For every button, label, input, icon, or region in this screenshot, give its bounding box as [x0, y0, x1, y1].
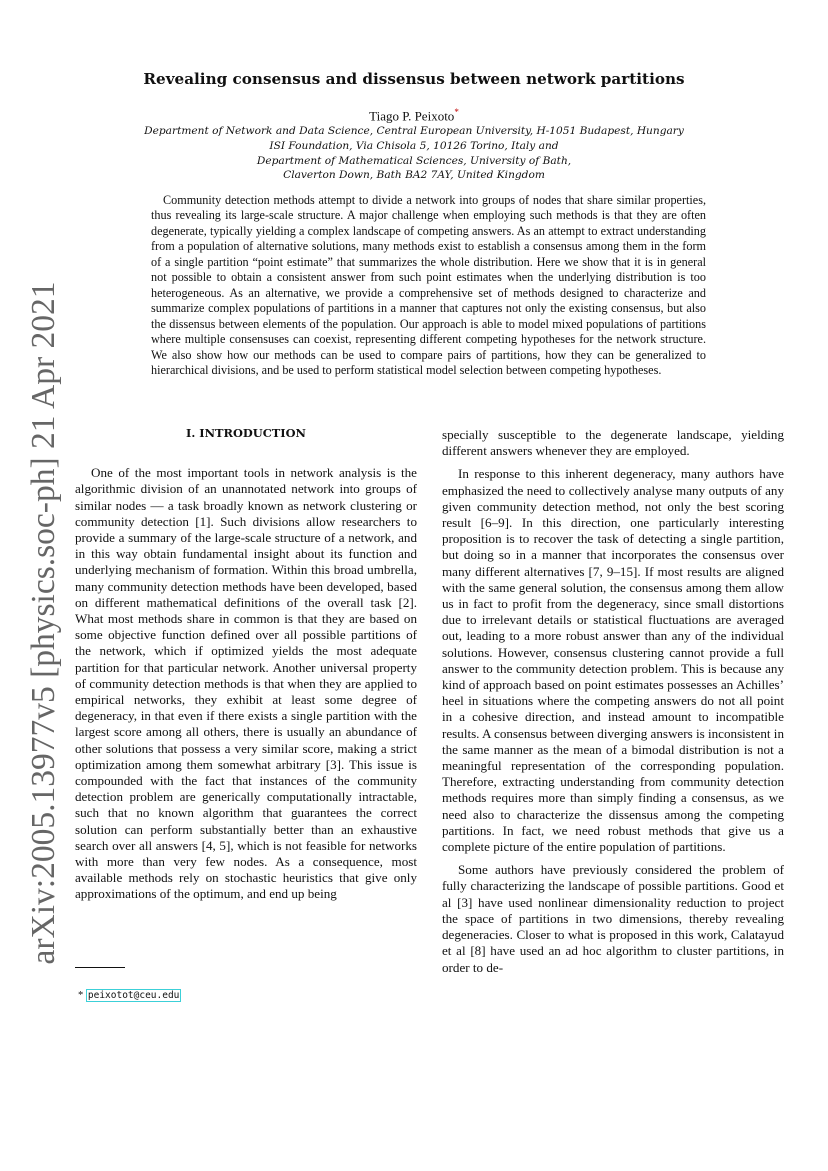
arxiv-identifier-sidebar [25, 281, 62, 964]
footnote-mark: * [78, 990, 84, 1001]
paragraph: Some authors have previously considered the problem of fully characterizing the landscape of possible partitions. Good et al [3] have used nonlinear dimensionality reduction to project the space of partitions in two dimensions, thereby revealing degeneracies. Closer to what is proposed in this work, Calatayud et al [8] have used an ad hoc algorithm to cluster partitions, in order to de- [442, 862, 784, 975]
paragraph: One of the most important tools in network analysis is the algorithmic division of an unannotated network into groups of similar nodes — a task broadly known as network clustering or community detection [1]. Such divisions allow researchers to provide a summary of the large-scale structure of a network, and in this way obtain fundamental insight about its function and underlying mechanism of formation. Within this broad umbrella, many community detection methods have been developed, based on different mathematical definitions of the overall task [2]. What most methods share in common is that they are based on some objective function defined over all possible partitions of the network, which if optimized yields the most adequate partition for that particular network. Another universal property of community detection methods is that when they are applied to empirical networks, they exhibit at least some degree of degeneracy, in that even if there exists a single partition with the largest score among all others, there is usually an abundance of other solutions that possess a very similar score, making a strict optimization among them somewhat arbitrary [3]. This issue is compounded with the fact that instances of the community detection problem are generically computationally intractable, such that no known algorithm that guarantees the correct solution can perform substantially better than an exhaustive search over all answers [4, 5], which is not feasible for networks with more than very few nodes. As a consequence, most available methods rely on stochastic heuristics that give only approximations of the optimum, and end up being [75, 465, 417, 902]
affiliations [0, 124, 828, 183]
left-column [75, 425, 417, 910]
email-link[interactable]: peixotot@ceu.edu [87, 990, 180, 1001]
abstract: Community detection methods attempt to divide a network into groups of nodes that share similar properties, thus revealing its large-scale structure. A major challenge when employing such methods is that they are often degenerate, typically yielding a complex landscape of competing answers. As an attempt to extract understanding from a population of alternative solutions, many methods exist to establish a consensus among them in the form of a single partition “point estimate” that summarizes the whole distribution. Here we show that it is in general not possible to obtain a consistent answer from such point estimates when the underlying distribution is too heterogeneous. As an alternative, we provide a comprehensive set of methods designed to characterize and summarize complex populations of partitions in a manner that captures not only the existing consensus, but also the dissensus between elements of the population. Our approach is able to model mixed populations of partitions where multiple consensuses can coexist, representing different competing hypotheses for the network structure. We also show how our methods can be used to compare pairs of partitions, how they can be generalized to hierarchical divisions, and be used to perform statistical model selection between competing hypotheses. [151, 193, 706, 377]
affiliation-line: Department of Network and Data Science, Central European University, H-1051 Budapest, Hungary [144, 125, 684, 137]
affiliation-line: ISI Foundation, Via Chisola 5, 10126 Torino, Italy and [269, 139, 559, 152]
paper-title: Revealing consensus and dissensus between network partitions [143, 70, 685, 88]
footnote [78, 990, 181, 1001]
author-footnote-mark[interactable]: * [454, 107, 459, 117]
section-heading: I. INTRODUCTION [186, 426, 306, 440]
right-column [442, 427, 784, 983]
paragraph: In response to this inherent degeneracy, many authors have emphasized the need to collectively analyse many outputs of any given community detection method, not only the best scoring result [6–9]. In this direction, one particularly interesting proposition is to recover the task of detecting a single partition, but doing so in a manner that incorporates the consensus over many different alternatives [7, 9–15]. If most results are aligned with the same general solution, the consensus among them allow us in fact to profit from the degeneracy, since small distortions due to irrelevant details or statistical fluctuations are averaged out, leading to a more robust answer than any of the individual solutions. However, consensus clustering cannot provide a full answer to the community detection problem. This is because any kind of approach based on point estimates possesses an Achilles’ heel in situations where the competing answers do not all point in a cohesive direction, and instead amount to incompatible results. A consensus between diverging answers is inconsistent in the same manner as the mean of a bimodal distribution is not a meaningful representation of the corresponding population. Therefore, extracting understanding from community detection methods requires more than simply finding a consensus, as we need also to characterize the dissensus among the competing partitions. In fact, we need robust methods that give us a complete picture of the entire population of partitions. [442, 466, 784, 855]
affiliation-line: Claverton Down, Bath BA2 7AY, United Kingdom [283, 169, 545, 182]
arxiv-identifier: arXiv:2005.13977v5 [physics.soc-ph] 21 Apr 2021 [25, 281, 62, 964]
footnote-rule [75, 967, 125, 968]
author-name: Tiago P. Peixoto [369, 108, 455, 124]
author-line [0, 107, 828, 124]
paragraph: specially susceptible to the degenerate landscape, yielding different answers whenever they are employed. [442, 427, 784, 459]
affiliation-line: Department of Mathematical Sciences, University of Bath, [256, 154, 572, 167]
